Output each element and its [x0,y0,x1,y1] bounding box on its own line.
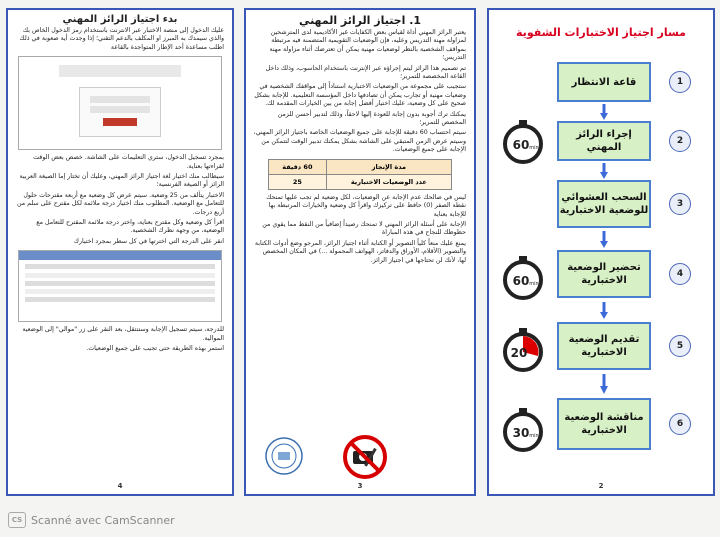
page-number-3: 3 [357,482,363,490]
step-number-5: 5 [669,335,691,357]
login-screenshot [18,56,222,150]
stopwatch-60-icon [499,254,547,304]
ministry-seal-icon [264,436,304,476]
panel-page-4 [6,8,234,496]
arrow-down-icon [600,231,608,248]
step-discussion: مناقشة الوضعية الاختبارية [557,398,651,450]
table-row [269,174,452,189]
stopwatch-60-icon [499,118,547,168]
camscanner-text: Scanné avec CamScanner [31,513,175,527]
step-number-2: 2 [669,130,691,152]
panel4-para1: عليك الدخول إلى منصة الاختبار عبر الانترنت باستخدام رمز الدخول الخاص بك والذي سيمدك به المبرز او المكلف بالدعم التقني؛ إذا وجدت أية صعوبة في ذلك اطلب مساعدة أحد الإطار المتواجدة بالقاعة [19,27,224,51]
timer-value: 30 [512,426,530,440]
table-cell-value: 60 دقيقة [269,159,327,174]
step-presentation: تقديم الوضعية الاختبارية [557,322,651,370]
panel3-para3: ستجيب على مجموعة من الوضعيات الاختبارية استناداً إلى مواقفك الشخصية في وضعيات مهنية أو تجارب يمكن أن تصادفها داخل المؤسسة التعليمية. للإجابة بشكل صحيح على كل وضعية، عليك اختيار أفضل إجابة من بين الخيارات المقدمة لك. [254,83,466,108]
step-preparation: تحضير الوضعية الاختبارية [557,250,651,298]
panel4-para2: بمجرد تسجيل الدخول، ستري التعليمات على الشاشة. خصص بعض الوقت لقراءتها بعناية. [33,154,224,170]
step-professional-test: إجراء الرائز المهني [557,121,651,161]
arrow-down-icon [600,104,608,120]
panel3-title: 1. اجتياز الرائز المهني [298,14,422,27]
panel4-para8: استمر بهذه الطريقة حتى تجيب على جميع الوضعيات. [86,345,224,353]
step-number-6: 6 [669,413,691,435]
panel2-title: مسار اجتياز الاختبارات الشفوية [516,26,686,39]
timer-unit: min [529,145,539,151]
question-screenshot [18,250,222,322]
no-camera-no-writing-icon [342,434,388,480]
arrow-down-icon [600,374,608,394]
step-number-3: 3 [669,193,691,215]
panel-page-2 [487,8,715,496]
panel4-para6: انقر على الدرجة التي اخترتها في كل سطر بمجرد اختيارك [73,237,224,245]
camscanner-watermark [8,512,175,528]
step-number-1: 1 [669,71,691,93]
panel-page-3 [244,8,476,496]
step-random-draw: السحب العشوائي للوضعية الاختبارية [557,180,651,228]
timer-unit: min [529,433,539,439]
page-number-2: 2 [598,482,604,490]
panel3-para2: تم تصميم هذا الرائز ليتم إجراؤه عبر الإنترنت باستخدام الحاسوب، وذلك داخل القاعة المخصصة للتمرير؛ [265,64,466,81]
timer-value: 60 [512,138,530,152]
table-cell-label: عدد الوضعيات الاختبارية [326,174,451,189]
panel3-para4: يمكنك ترك أجوبة بدون إجابة للعودة إليها لاحقاً، وذلك لتدبير أحسن للزمن المخصص للتمرير؛ [277,110,466,127]
page-number-4: 4 [117,482,123,490]
panel4-title: بدء اجتياز الرائز المهني [62,14,178,25]
timer-value: 20 [510,346,528,360]
camscanner-logo-icon: CS [8,512,26,528]
panel4-para4: الاختبار يتألف من 25 وضعية. سيتم عرض كل وضعية مع أربعة مقترحات حلول للتعامل مع الوضعية. المطلوب منك اختيار درجة ملائمة لكل مقترح على سلم من أربع درجات. [16,191,224,216]
panel4-para5: اقرأ كل وضعية وكل مقترح بعناية، واختر درجة ملائمة المقترح للتعامل مع الوضعية، من وجهة نظرك الشخصية. [36,219,224,235]
panel3-para5: سيتم احتساب 60 دقيقة للإجابة على جميع الوضعيات الخاصة باجتياز الرائز المهني، وسيتم عرض الزمن المتبقي على الشاشة بشكل يمكنك تدبير الوقت لتتمكن من الإجابة على جميع الوضعيات. [253,129,466,154]
table-row [269,159,452,174]
stopwatch-20-icon [499,326,547,376]
panel3-para1: يعتبر الرائز المهني أداة لقياس بعض الكفايات غير الأكاديمية لدى المترشحين لمزاولة مهنة التدريس وعليه، فإن الوضعيات التقويمية المتضمنة فيه مرتبطة بمواقف الشخصية بالنظر لوضعيات مهنية يمكن أن تعترضك أثناء مزاولة مهنة التدريس؛ [269,29,466,62]
panel4-para7: للدرجة، سيتم تسجيل الإجابة وستنتقل، بعد النقر على زر "موالي" إلى الوضعية الموالية. [22,326,224,342]
panel3-para7: الإجابة على أسئلة الرائز المهني لا تمنحك رصيداً إضافياً من النقط مما يقوي من حظوظك للنجاح في هذه المباراة [262,220,466,237]
panel3-para8: يمنع عليك منعاً كلياً التصوير أو الكتابة أثناء اجتياز الرائز، المرجو وضع أدوات الكتابة والتصوير (الأقلام، الأوراق والدفاتر، الهواتف المحمولة ...) في المكان المخصص لها، لأنك لن تحتاجها في اجتياز الرائز. [254,239,466,264]
arrow-down-icon [600,163,608,179]
table-cell-value: 25 [269,174,327,189]
panel3-para6: ليس في صالحك عدم الإجابة عن الوضعيات، لكل وضعية لم تجب عليها تمنحك نقطة الصفر (0) حافظ على تركيزك واقرأ كل وضعية والخيارات المرتبطة بها للإجابة بعناية [266,193,466,218]
table-cell-label: مدة الإنجاز [326,159,451,174]
step-number-4: 4 [669,263,691,285]
step-waiting-room: قاعة الانتظار [557,62,651,102]
stopwatch-30-icon [499,406,547,456]
panel4-para3: سيطالب منك اختيار لغة اجتياز الرائز المهني، وعليك أن تختار إما الصيغة العربية الرائز أو الصيغة الفرنسية؛ [19,173,224,189]
exam-info-table [268,159,452,190]
arrow-down-icon [600,302,608,319]
timer-value: 60 [512,274,530,288]
timer-unit: min [529,281,539,287]
